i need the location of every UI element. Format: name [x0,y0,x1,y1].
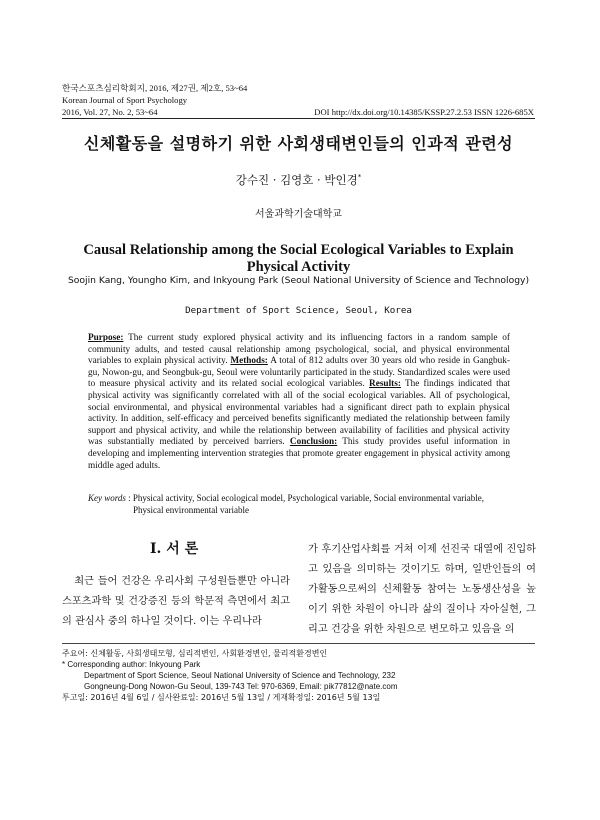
purpose-text: The current study explored physical activity and its influencing factors in a random sample of community adults, and tested causal relationship among psychological, social, and physical environmental variables to explain physical activity. [88,333,510,367]
footnote-dates: 투고일: 2016년 4월 6일 / 심사완료일: 2016년 5월 13일 / 게재확정일: 2016년 5월 13일 [62,693,381,702]
journal-name-en: Korean Journal of Sport Psychology [62,95,188,105]
footnote-address-2: Gongneung-Dong Nowon-Gu Seoul, 139-743 Tel: 970-6369, Email: pik77812@nate.com [84,682,398,691]
keywords-line1: : Physical activity, Social ecological model, Psychological variable, Social environmental variable, [125,493,484,503]
methods-label: Methods: [230,356,268,367]
doi-issn: DOI http://dx.doi.org/10.14385/KSSP.27.2.53 ISSN 1226-685X [314,107,534,117]
affiliation-english: Department of Sport Science, Seoul, Korea [185,305,412,316]
keywords-label: Key words [88,493,126,503]
keywords [88,492,528,516]
affiliation-korean: 서울과학기술대학교 [255,209,342,220]
authors-korean [62,172,535,188]
section-heading: I. 서 론 [150,541,199,557]
journal-citation-ko: 한국스포츠심리학회지, 2016, 제27권, 제2호, 53~64 [62,83,248,93]
authors-korean-names: 강수진 · 김영호 · 박인경 [235,173,358,187]
purpose-label: Purpose: [88,333,124,343]
journal-volume: 2016, Vol. 27, No. 2, 53~64 [62,107,158,117]
authors-english: Soojin Kang, Youngho Kim, and Inkyoung Park (Seoul National University of Science and Technology) [67,275,530,286]
body-right-paragraph: 가 후기산업사회를 거쳐 이제 선진국 대열에 진입하고 있음을 의미하는 것이기도 하며, 일반인들의 여가활동으로써의 신체활동 참여는 노동생산성을 높이기 위한 차원이 아니라 삶의 질이나 자아실현, 그리고 건강을 위한 차원으로 변모하고 있음을 의 [308,544,536,635]
body-column-right [308,540,536,640]
footnote-divider [62,643,535,644]
conclusion-label: Conclusion: [289,437,338,448]
header-divider [62,118,535,119]
methods-text: A total of 812 adults over 30 years old who reside in Gangbuk-gu, Nowon-gu, and Seongbuk-gu, Seoul were voluntarily participated in the study. Standardized scales were used to measure physical activity and its related social ecological variables. [88,356,511,390]
conclusion-text: This study provides useful information in developing and implementing intervention strategies that promote greater engagement in physical activity among middle aged adults. [88,437,510,471]
body-left-paragraph: 최근 들어 건강은 우리사회 구성원들뿐만 아니라 스포츠과학 및 건강증진 등의 학문적 측면에서 최고의 관심사 중의 하나일 것이다. 이는 우리나라 [62,576,290,627]
footnote-corresponding: * Corresponding author: Inkyoung Park [62,660,201,669]
title-english: Causal Relationship among the Social Ecological Variables to Explain Physical Activity [83,242,514,275]
journal-header [62,82,534,118]
body-column-left [62,572,290,632]
abstract [88,333,510,472]
keywords-line2: Physical environmental variable [133,505,249,515]
footnote-address-1: Department of Sport Science, Seoul National University of Science and Technology, 232 [84,671,396,680]
corresponding-author-mark: * [357,173,362,182]
title-korean: 신체활동을 설명하기 위한 사회생태변인들의 인과적 관련성 [83,134,514,153]
footnote-keywords-ko: 주요어: 신체활동, 사회생태모형, 심리적변인, 사회환경변인, 물리적환경변인 [62,649,328,658]
results-label: Results: [369,379,401,390]
footnotes [62,648,542,703]
results-text: The findings indicated that physical activity was significantly correlated with all of the social ecological variables. All of psychological, social environmental, and physical environmental variables had a significant direct path to explain physical activity. In addition, self-efficacy and perceived benefits significantly mediated the relationship between family support and physical activity, and while the relationship between availability of facilities and physical activity was substantially mediated by perceived barriers. [88,379,510,448]
